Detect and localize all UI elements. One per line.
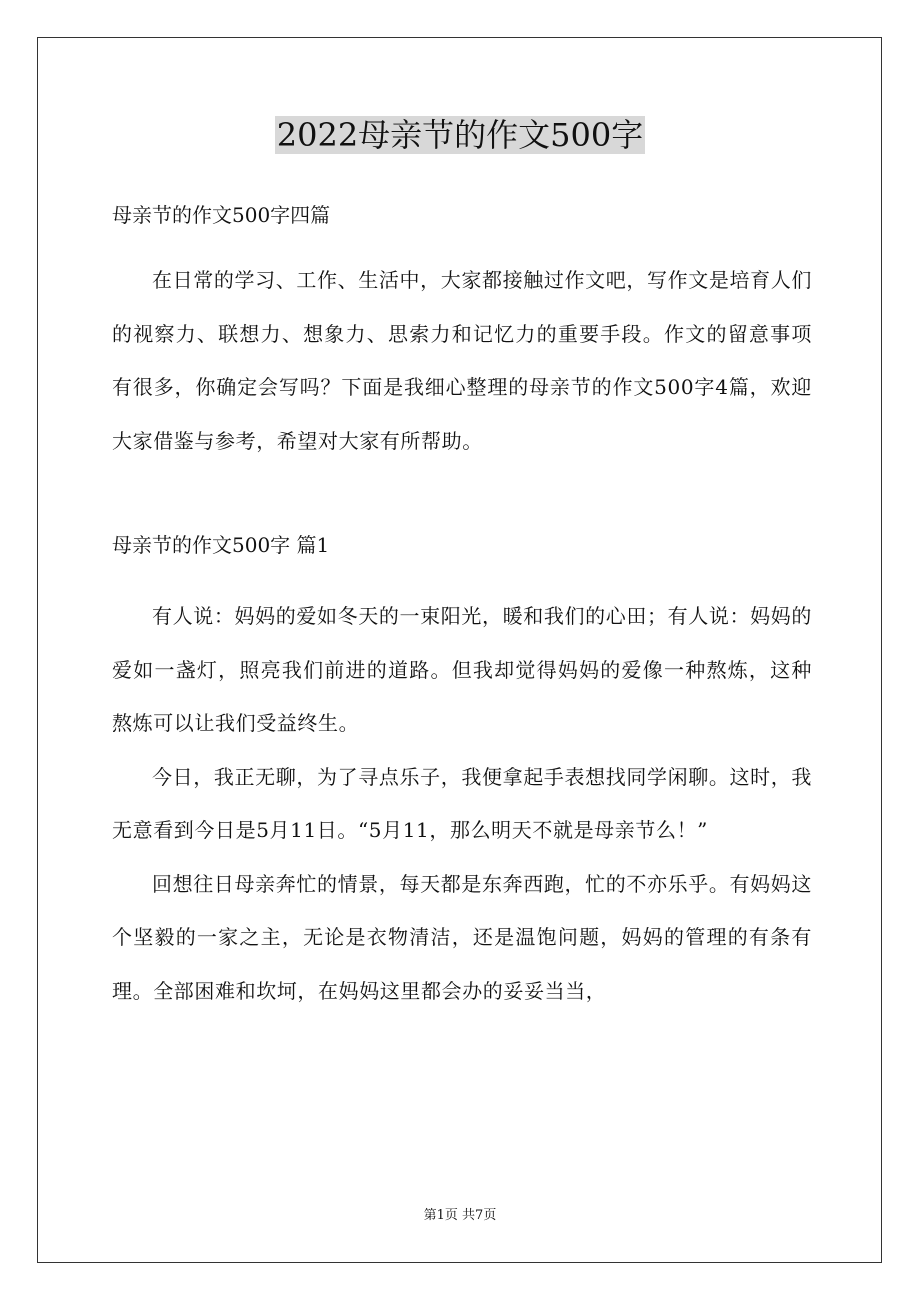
title-text: 2022母亲节的作文500字	[276, 116, 644, 154]
document-title	[0, 113, 920, 157]
page-footer	[0, 1207, 920, 1225]
body-paragraph-1: 有人说：妈妈的爱如冬天的一束阳光，暖和我们的心田；有人说：妈妈的爱如一盏灯，照亮我们前进的道路。但我却觉得妈妈的爱像一种熬炼，这种熬炼可以让我们受益终生。	[112, 604, 812, 735]
body-paragraph-2: 今日，我正无聊，为了寻点乐子，我便拿起手表想找同学闲聊。这时，我无意看到今日是5月11日。“5月11，那么明天不就是母亲节么！”	[112, 764, 812, 842]
section-heading: 母亲节的作文500字 篇1	[112, 533, 330, 557]
section-gap	[112, 468, 812, 526]
body-paragraph-3: 回想往日母亲奔忙的情景，每天都是东奔西跑，忙的不亦乐乎。有妈妈这个坚毅的一家之主，无论是衣物清洁，还是温饱问题，妈妈的管理的有条有理。全部困难和坎坷，在妈妈这里都会办的妥妥当当，	[112, 871, 812, 1003]
intro-paragraph: 在日常的学习、工作、生活中，大家都接触过作文吧，写作文是培育人们的视察力、联想力、想象力、思索力和记忆力的重要手段。作文的留意事项有很多，你确定会写吗？下面是我细心整理的母亲节的作文500字4篇，欢迎大家借鉴与参考，希望对大家有所帮助。	[112, 268, 812, 453]
document-body	[112, 196, 812, 1018]
intro-heading: 母亲节的作文500字四篇	[112, 203, 331, 227]
page-number: 第1页 共7页	[423, 1208, 497, 1223]
